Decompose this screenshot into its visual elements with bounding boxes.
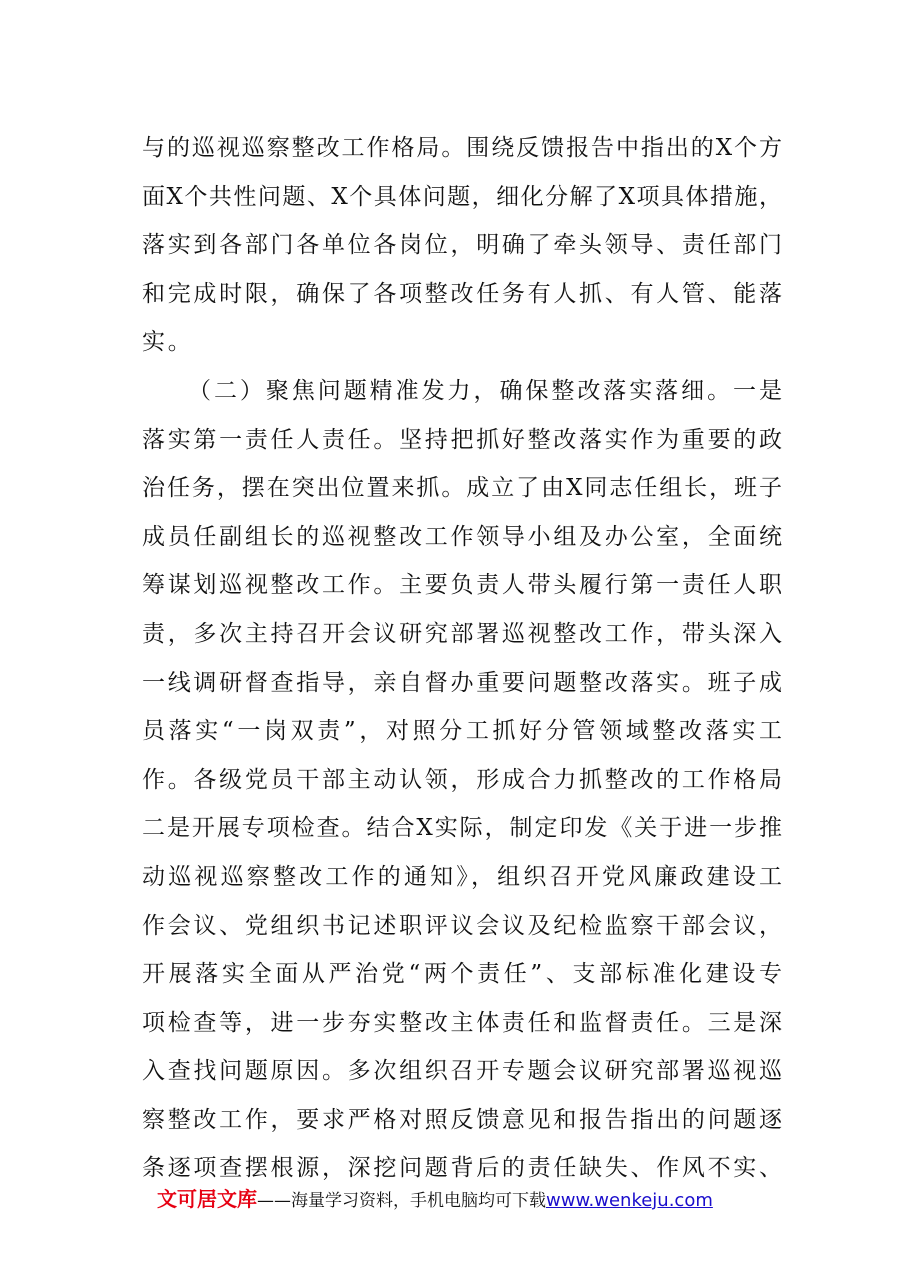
text-line-19: 项检查等，进一步夯实整改主体责任和监督责任。三是深	[142, 1009, 782, 1036]
text-line-12: 一线调研督查指导，亲自督办重要问题整改落实。班子成	[142, 669, 782, 696]
text-line-7: 落实第一责任人责任。坚持把抓好整改落实作为重要的政	[142, 426, 782, 453]
text-line-22: 条逐项查摆根源，深挖问题背后的责任缺失、作风不实、	[142, 1155, 782, 1182]
document-body	[142, 124, 782, 1193]
text-line-16: 动巡视巡察整改工作的通知》，组织召开党风廉政建设工	[142, 863, 782, 890]
paragraph-heading-line: （二）聚焦问题精准发力，确保整改落实落细。一是	[188, 377, 782, 404]
text-line-9: 成员任副组长的巡视整改工作领导小组及办公室，全面统	[142, 523, 782, 550]
text-line-5: 实。	[142, 329, 194, 356]
text-line-4: 和完成时限，确保了各项整改任务有人抓、有人管、能落	[142, 280, 782, 307]
text-line-8: 治任务，摆在突出位置来抓。成立了由X同志任组长，班子	[142, 475, 782, 502]
footer-site-link[interactable]: www.wenkeju.com	[546, 1190, 713, 1211]
footer-slogan: ——海量学习资料，手机电脑均可下载	[257, 1191, 546, 1211]
text-line-17: 作会议、党组织书记述职评议会议及纪检监察干部会议，	[142, 912, 782, 939]
text-line-18: 开展落实全面从严治党“两个责任”、支部标准化建设专	[142, 961, 782, 988]
footer-brand: 文可居文库	[157, 1187, 257, 1211]
text-line-1: 与的巡视巡察整改工作格局。围绕反馈报告中指出的X个方	[142, 135, 782, 161]
text-line-15: 二是开展专项检查。结合X实际，制定印发《关于进一步推	[142, 815, 782, 842]
text-line-21: 察整改工作，要求严格对照反馈意见和报告指出的问题逐	[142, 1106, 782, 1133]
text-line-10: 筹谋划巡视整改工作。主要负责人带头履行第一责任人职	[142, 572, 782, 599]
text-line-11: 责，多次主持召开会议研究部署巡视整改工作，带头深入	[142, 620, 782, 647]
text-line-3: 落实到各部门各单位各岗位，明确了牵头领导、责任部门	[142, 232, 782, 259]
text-line-20: 入查找问题原因。多次组织召开专题会议研究部署巡视巡	[142, 1058, 782, 1085]
text-line-14: 作。各级党员干部主动认领，形成合力抓整改的工作格局	[142, 766, 782, 793]
text-line-13: 员落实“一岗双责”，对照分工抓好分管领域整改落实工	[142, 718, 782, 745]
text-line-2: 面X个共性问题、X个具体问题，细化分解了X项具体措施，	[142, 183, 782, 210]
footer-banner	[157, 1183, 777, 1212]
